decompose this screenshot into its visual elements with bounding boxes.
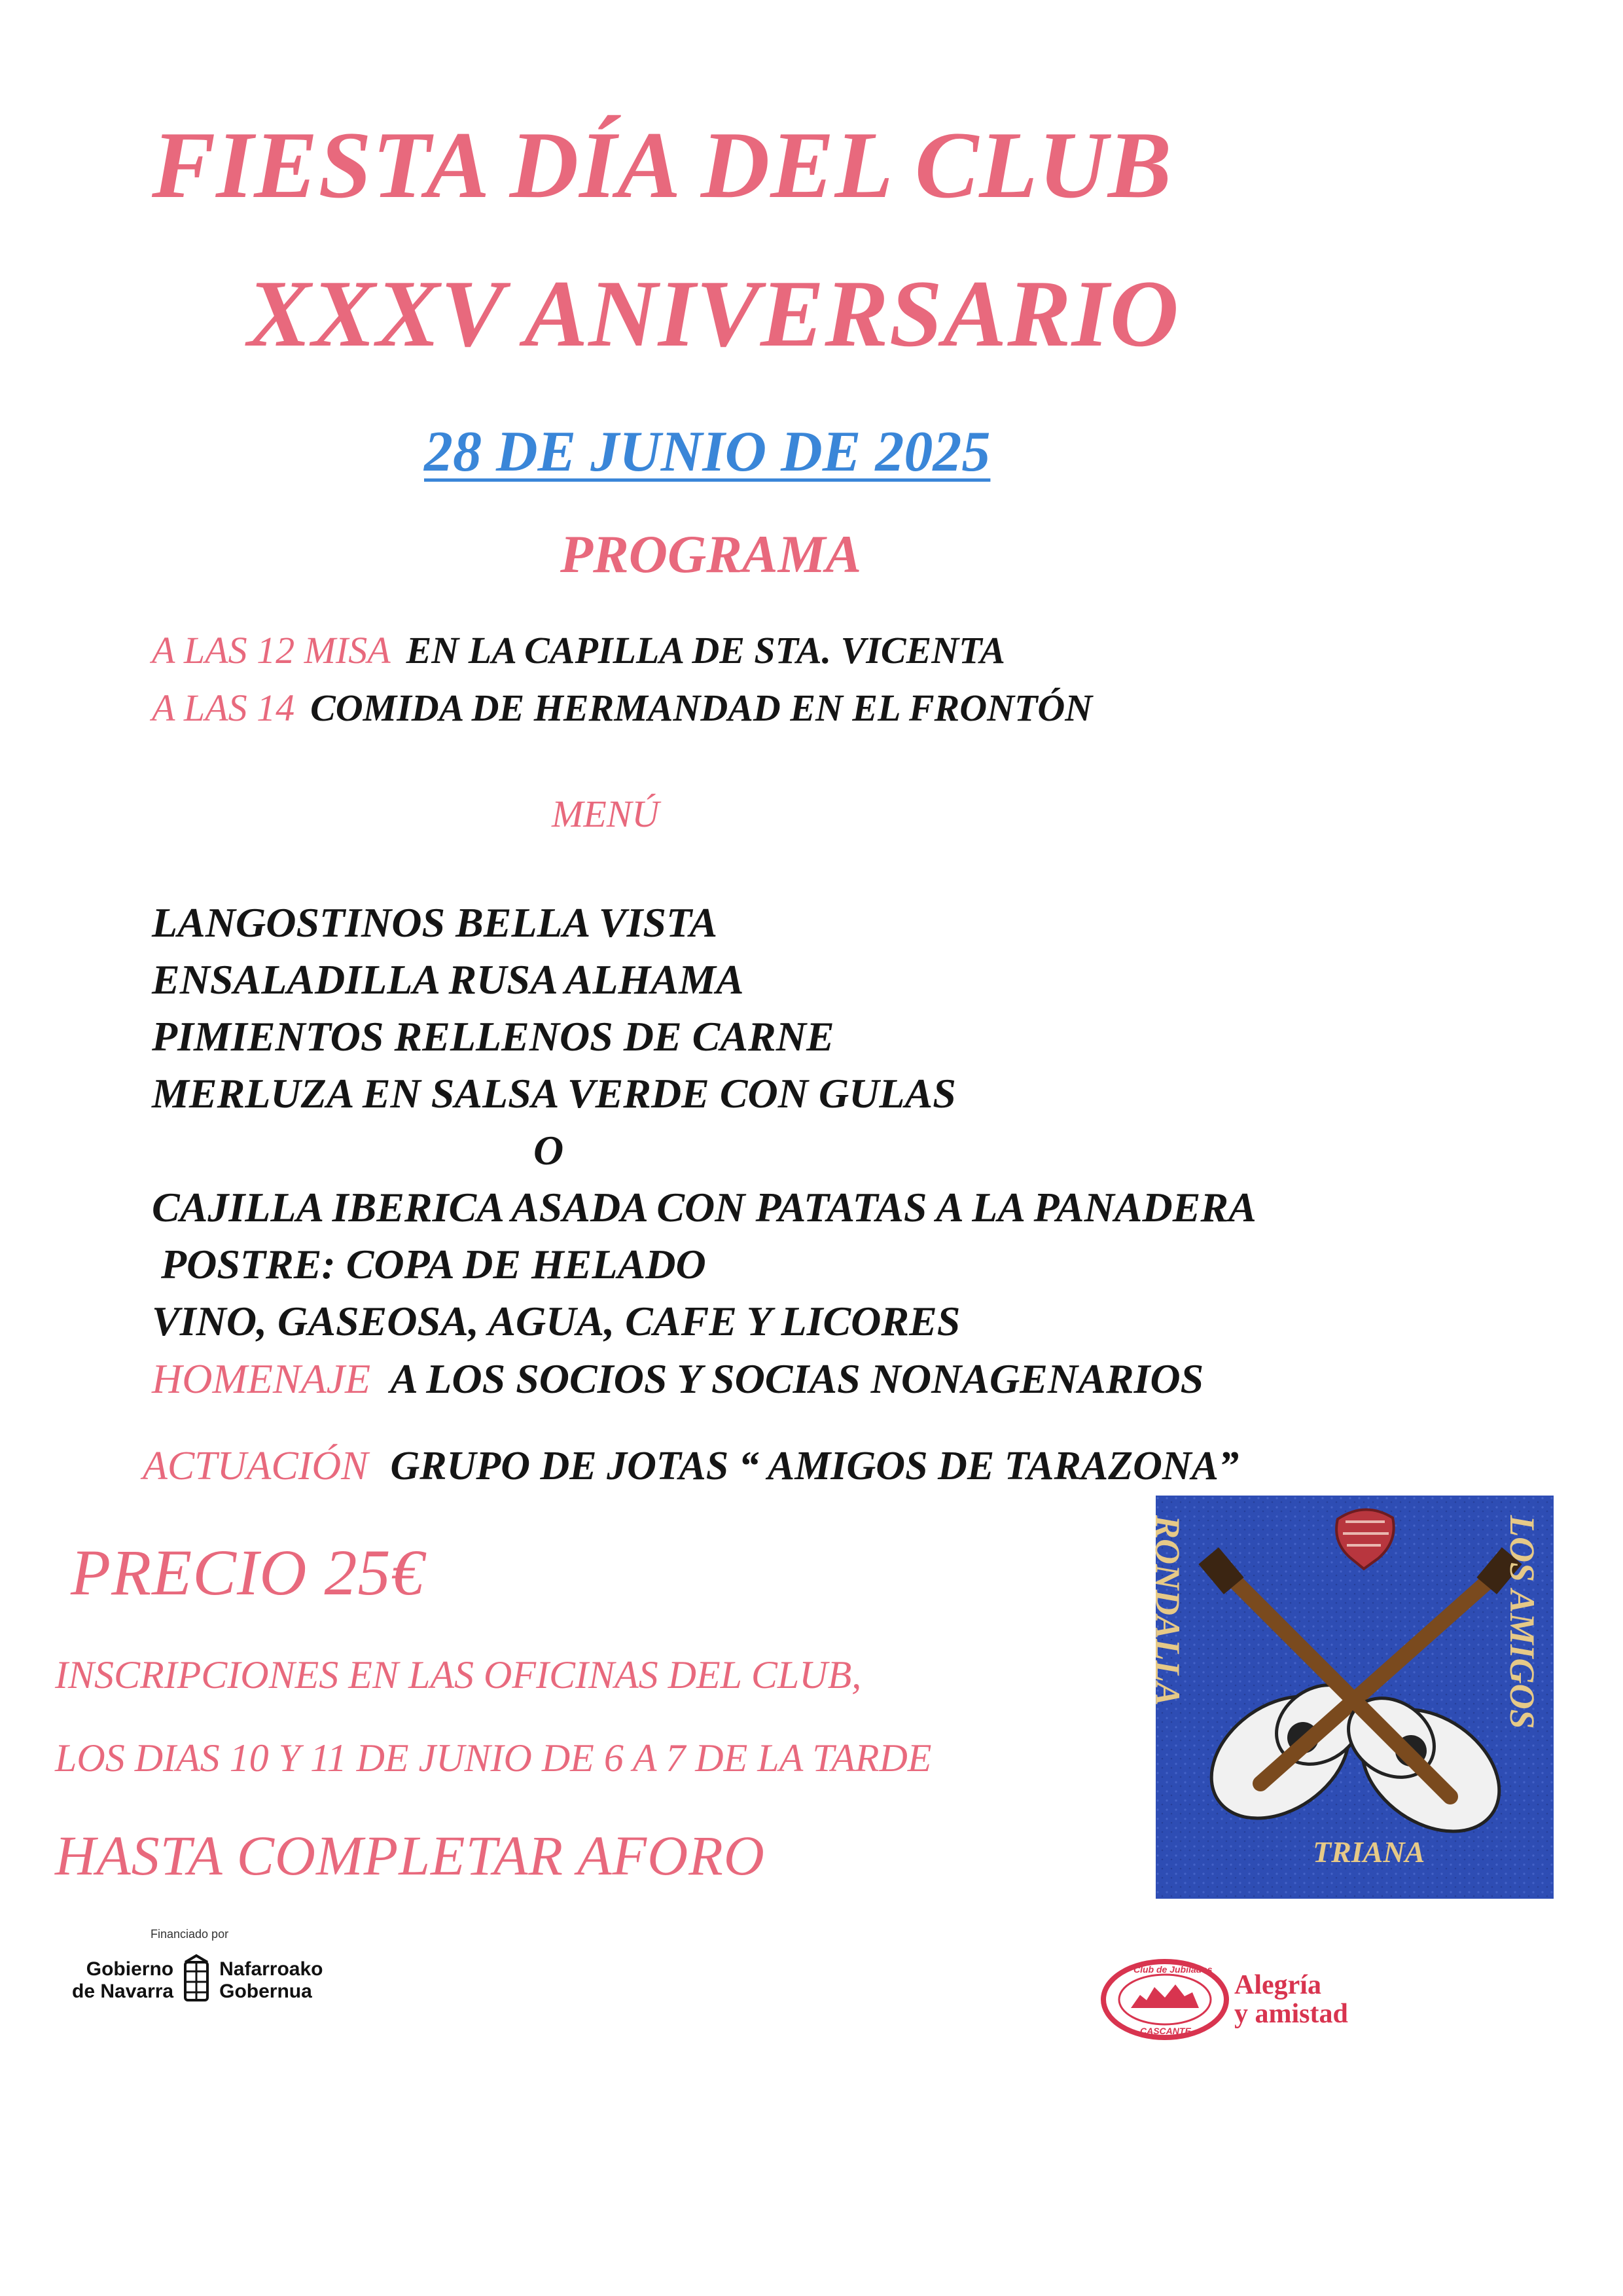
los-amigos-text: LOS AMIGOS (1503, 1515, 1542, 1729)
inscripciones-line2: LOS DIAS 10 Y 11 DE JUNIO DE 6 A 7 DE LA TARDE (55, 1736, 932, 1780)
event-date: 28 DE JUNIO DE 2025 (424, 420, 991, 484)
schedule-time: A LAS 12 MISA (152, 629, 391, 672)
gov-left-line2: de Navarra (72, 1981, 174, 2002)
homenaje-label: HOMENAJE (152, 1355, 371, 1402)
gov-left-line1: Gobierno (86, 1958, 174, 1980)
crossed-guitars-icon (1148, 1496, 1554, 1899)
menu-item: MERLUZA EN SALSA VERDE CON GULAS (152, 1070, 956, 1117)
slogan-line2: y amistad (1234, 1999, 1348, 2029)
triana-text: TRIANA (1313, 1835, 1425, 1869)
price: PRECIO 25€ (71, 1536, 425, 1609)
slogan-line1: Alegría (1234, 1970, 1321, 2000)
gov-right-line1: Nafarroako (219, 1958, 323, 1980)
club-logo (1099, 1957, 1348, 2042)
schedule-row (152, 686, 1092, 730)
financiado-label: Financiado por (151, 1928, 229, 1941)
programa-heading: PROGRAMA (560, 524, 862, 584)
aforo-note: HASTA COMPLETAR AFORO (55, 1824, 765, 1887)
navarra-coat-of-arms-icon (180, 1956, 213, 2005)
schedule-event: COMIDA DE HERMANDAD EN EL FRONTÓN (310, 687, 1093, 729)
government-logo (72, 1928, 323, 2005)
menu-item: O (533, 1127, 564, 1174)
schedule-event: EN LA CAPILLA DE STA. VICENTA (406, 629, 1005, 672)
inscripciones-line1: INSCRIPCIONES EN LAS OFICINAS DEL CLUB, (55, 1653, 862, 1696)
actuacion-label: ACTUACIÓN (143, 1444, 368, 1488)
menu-item: POSTRE: COPA DE HELADO (161, 1241, 706, 1287)
menu-item: PIMIENTOS RELLENOS DE CARNE (152, 1013, 834, 1060)
club-ring-text: Club de Jubilados (1133, 1964, 1213, 1975)
band-illustration (1148, 1496, 1554, 1899)
actuacion-text: GRUPO DE JOTAS “ AMIGOS DE TARAZONA” (390, 1444, 1239, 1488)
gov-right-line2: Gobernua (219, 1981, 312, 2002)
actuacion-line (143, 1443, 1239, 1490)
menu-item: CAJILLA IBERICA ASADA CON PATATAS A LA PANADERA (152, 1184, 1257, 1230)
homenaje-text: A LOS SOCIOS Y SOCIAS NONAGENARIOS (390, 1355, 1204, 1402)
homenaje-line (152, 1355, 1204, 1403)
menu-item: ENSALADILLA RUSA ALHAMA (152, 956, 744, 1003)
schedule-row (152, 628, 1005, 672)
schedule-time: A LAS 14 (152, 687, 295, 729)
rondalla-text: RONDALLA (1148, 1515, 1187, 1706)
club-seal-icon (1099, 1957, 1230, 2042)
club-town-text: CASCANTE (1140, 2026, 1191, 2036)
menu-item: VINO, GASEOSA, AGUA, CAFE Y LICORES (152, 1298, 961, 1344)
menu-heading: MENÚ (552, 793, 660, 835)
title-line1: FIESTA DÍA DEL CLUB (152, 112, 1173, 218)
menu-item: LANGOSTINOS BELLA VISTA (152, 899, 718, 946)
title-line2: XXXV ANIVERSARIO (247, 260, 1179, 367)
